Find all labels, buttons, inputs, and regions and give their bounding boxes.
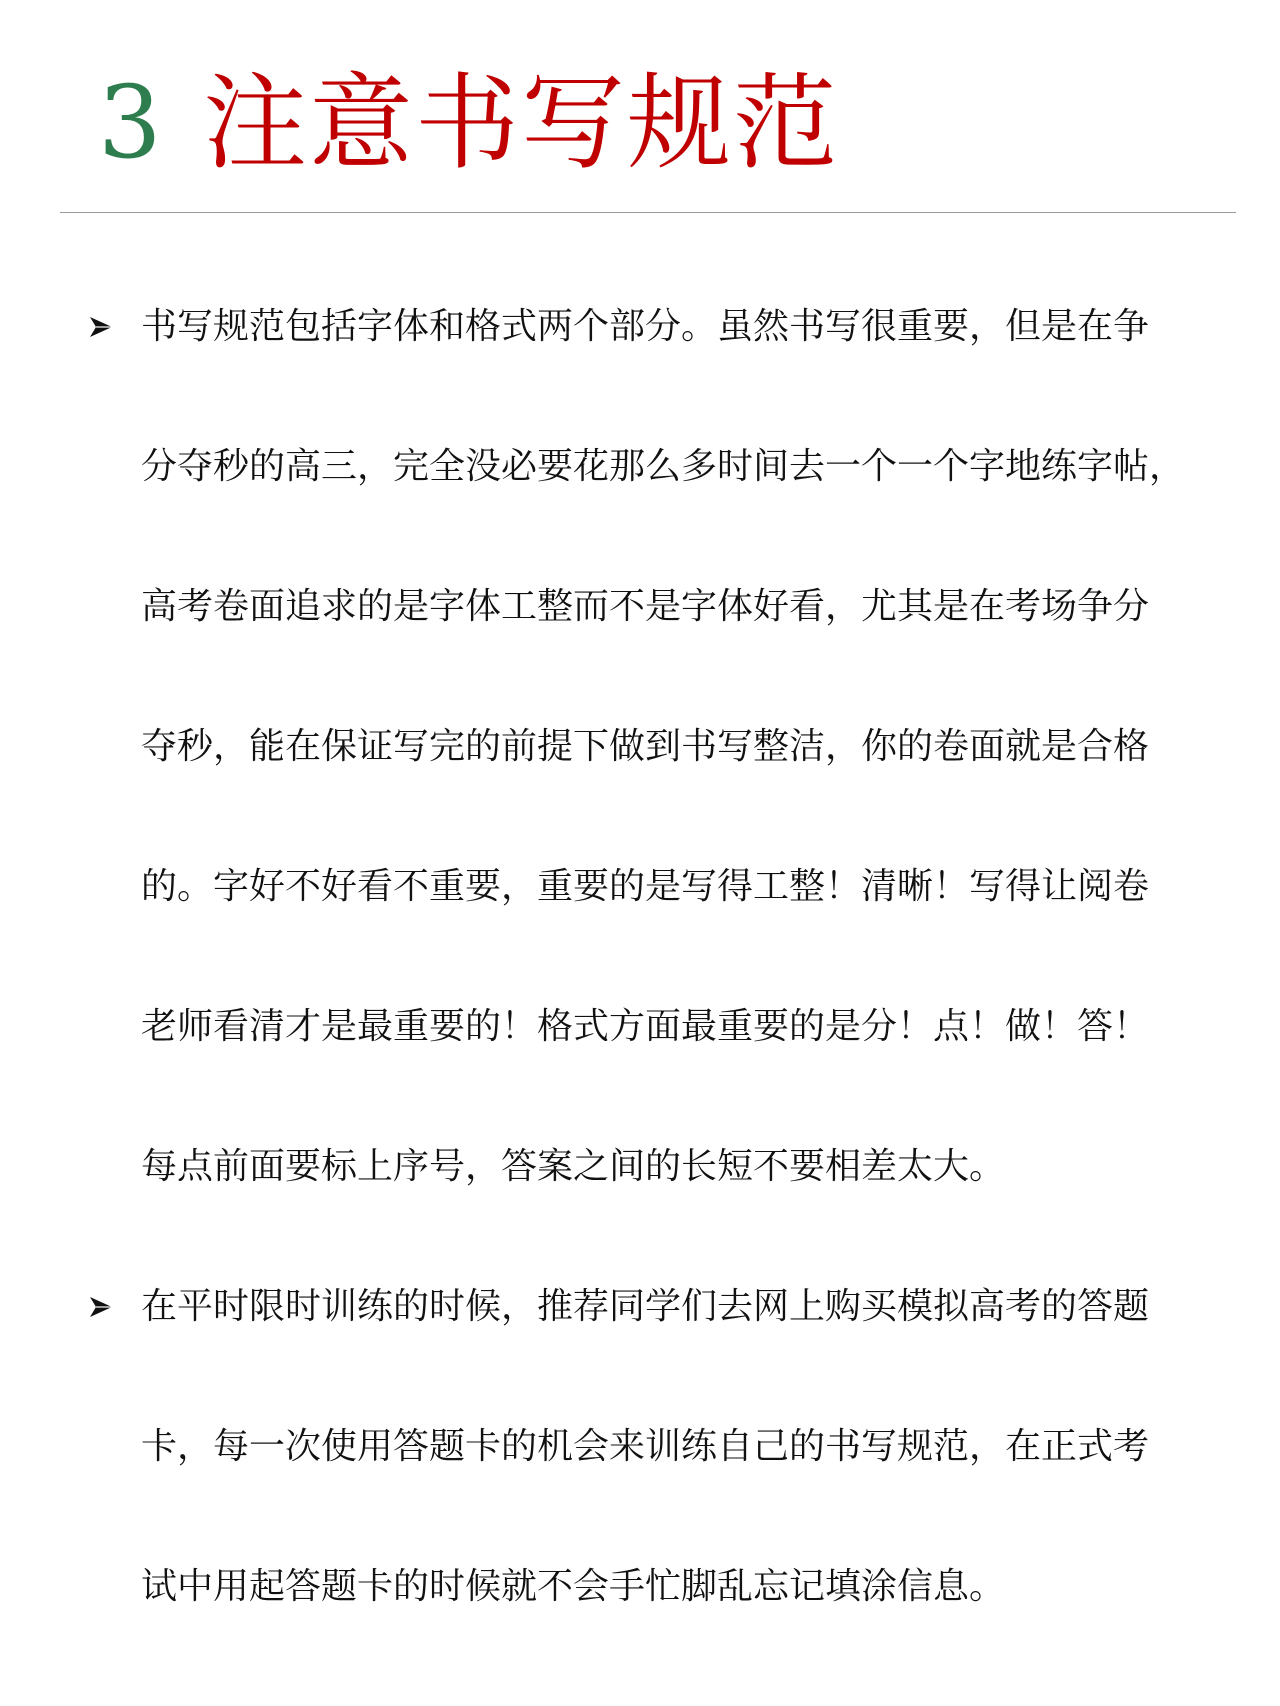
arrow-bullet-icon bbox=[88, 292, 116, 362]
paragraph-line: 每点前面要标上序号，答案之间的长短不要相差太大。 bbox=[141, 1146, 1006, 1187]
paragraph-line: 的。字好不好看不重要，重要的是写得工整！清晰！写得让阅卷 bbox=[141, 866, 1150, 907]
paragraph-line: 试中用起答题卡的时候就不会手忙脚乱忘记填涂信息。 bbox=[141, 1566, 1006, 1607]
paragraph-line: 卡，每一次使用答题卡的机会来训练自己的书写规范，在正式考 bbox=[141, 1426, 1150, 1467]
arrow-bullet-icon bbox=[88, 1272, 116, 1342]
paragraph-line: 高考卷面追求的是字体工整而不是字体好看，尤其是在考场争分 bbox=[141, 586, 1150, 627]
title-divider bbox=[60, 212, 1236, 213]
paragraph-line: 在平时限时训练的时候，推荐同学们去网上购买模拟高考的答题 bbox=[141, 1286, 1150, 1327]
paragraph-line: 书写规范包括字体和格式两个部分。虽然书写很重要，但是在争 bbox=[141, 306, 1150, 347]
section-title: 注意书写规范 bbox=[203, 62, 840, 184]
slide-header bbox=[0, 0, 1280, 220]
paragraph-line: 夺秒，能在保证写完的前提下做到书写整洁，你的卷面就是合格 bbox=[141, 726, 1150, 767]
paragraph-line: 老师看清才是最重要的！格式方面最重要的是分！点！做！答！ bbox=[141, 1006, 1150, 1047]
paragraph-line: 分夺秒的高三，完全没必要花那么多时间去一个一个字地练字帖， bbox=[141, 446, 1186, 487]
section-number: 3 bbox=[98, 64, 162, 181]
